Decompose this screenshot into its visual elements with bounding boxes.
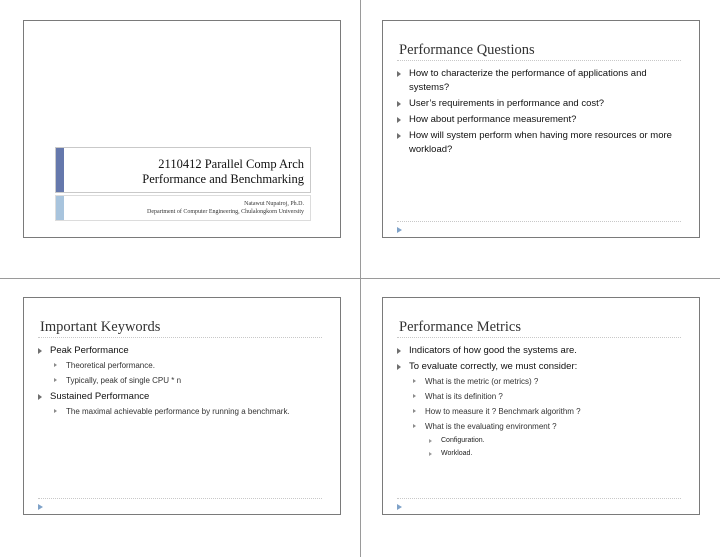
list-item: How to characterize the performance of applications and systems? <box>397 67 687 95</box>
footer-arrow-icon <box>397 227 402 233</box>
list-subitem: Typically, peak of single CPU * n <box>54 375 328 387</box>
bullet-arrow-icon <box>54 363 57 367</box>
bullet-arrow-icon <box>413 394 416 398</box>
title-divider <box>38 337 322 338</box>
bullet-arrow-icon <box>38 394 42 400</box>
title-divider <box>397 60 681 61</box>
footer-divider <box>38 498 322 499</box>
bullet-arrow-icon <box>54 378 57 382</box>
author-name: Natawut Nupairoj, Ph.D. <box>244 201 304 207</box>
slide-1-title <box>23 20 341 238</box>
list-subsubitem: Configuration. <box>429 436 687 446</box>
bullet-arrow-icon <box>413 409 416 413</box>
bullet-arrow-icon <box>413 424 416 428</box>
department-name: Department of Computer Engineering, Chulalongkorn University <box>147 209 304 215</box>
footer-divider <box>397 221 681 222</box>
bullet-arrow-icon <box>397 117 401 123</box>
course-title <box>142 157 304 187</box>
slide-title: Important Keywords <box>40 319 161 335</box>
bullet-arrow-icon <box>429 452 432 456</box>
bullet-arrow-icon <box>54 409 57 413</box>
slide-title: Performance Questions <box>399 42 535 58</box>
list-subitem: What is its definition ? <box>413 391 687 403</box>
footer-arrow-icon <box>38 504 43 510</box>
bullet-arrow-icon <box>413 379 416 383</box>
slide-2-performance-questions <box>382 20 700 238</box>
subtitle <box>147 200 304 216</box>
title-accent-bar <box>56 148 64 192</box>
bullet-arrow-icon <box>38 348 42 354</box>
list-subitem: What is the metric (or metrics) ? <box>413 376 687 388</box>
bullet-arrow-icon <box>397 364 401 370</box>
bullet-list <box>397 67 687 159</box>
list-subitem: Theoretical performance. <box>54 360 328 372</box>
list-item: Indicators of how good the systems are. <box>397 344 687 358</box>
slide-4-performance-metrics <box>382 297 700 515</box>
title-box <box>55 147 311 193</box>
slide-title: Performance Metrics <box>399 319 521 335</box>
slide-3-important-keywords <box>23 297 341 515</box>
list-subitem: The maximal achievable performance by running a benchmark. <box>54 406 328 418</box>
list-subitem: What is the evaluating environment ? <box>413 421 687 433</box>
bullet-arrow-icon <box>397 133 401 139</box>
list-item: How will system perform when having more resources or more workload? <box>397 129 687 157</box>
footer-divider <box>397 498 681 499</box>
bullet-arrow-icon <box>397 348 401 354</box>
list-item: To evaluate correctly, we must consider: <box>397 360 687 374</box>
bullet-list <box>38 344 328 421</box>
subtitle-accent-bar <box>56 196 64 220</box>
list-item: Sustained Performance <box>38 390 328 404</box>
list-item: How about performance measurement? <box>397 113 687 127</box>
list-subitem: How to measure it ? Benchmark algorithm ? <box>413 406 687 418</box>
list-item: Peak Performance <box>38 344 328 358</box>
bullet-arrow-icon <box>397 101 401 107</box>
bullet-arrow-icon <box>397 71 401 77</box>
course-title-line-1: 2110412 Parallel Comp Arch <box>158 157 304 171</box>
list-item: User’s requirements in performance and cost? <box>397 97 687 111</box>
bullet-arrow-icon <box>429 439 432 443</box>
course-title-line-2: Performance and Benchmarking <box>142 172 304 186</box>
subtitle-box <box>55 195 311 221</box>
page-divider-horizontal <box>0 278 720 279</box>
bullet-list <box>397 344 687 462</box>
title-divider <box>397 337 681 338</box>
list-subsubitem: Workload. <box>429 449 687 459</box>
footer-arrow-icon <box>397 504 402 510</box>
